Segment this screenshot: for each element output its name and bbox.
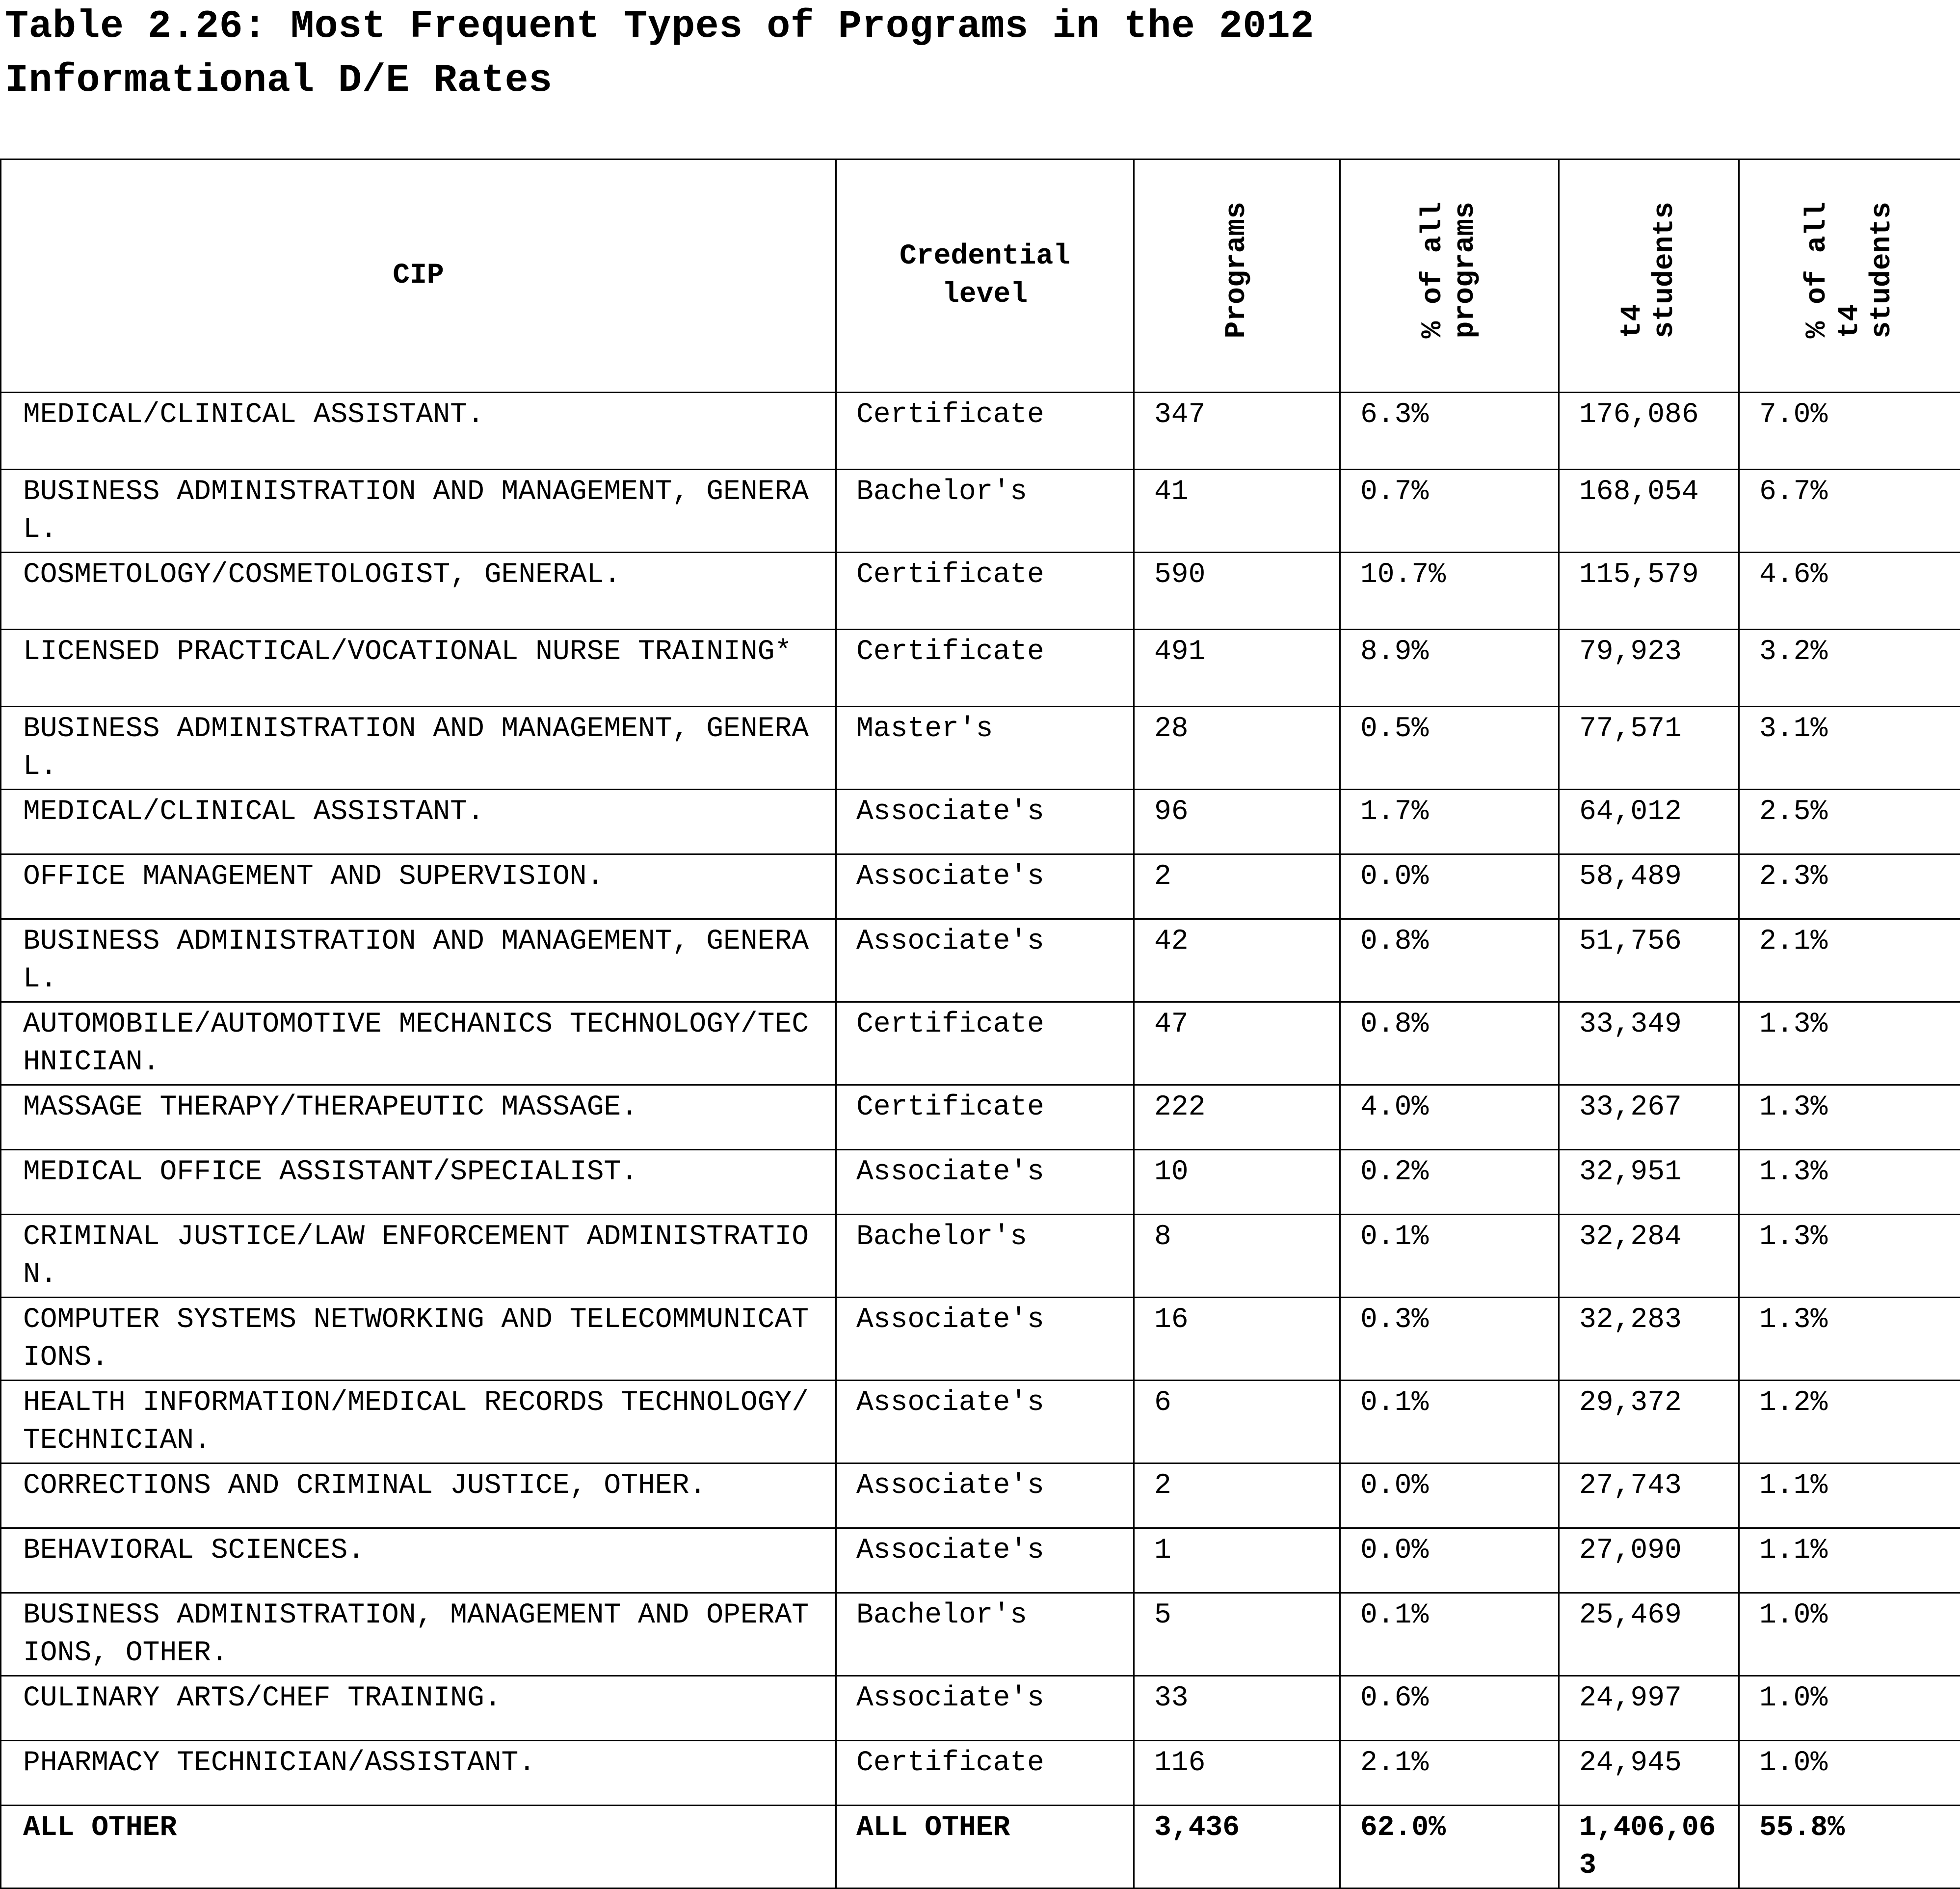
pct-programs-cell: 4.0% — [1340, 1085, 1559, 1150]
cip-cell: CULINARY ARTS/CHEF TRAINING. — [1, 1676, 836, 1741]
programs-cell: 28 — [1134, 707, 1340, 790]
pct-t4-cell: 1.3% — [1739, 1150, 1960, 1215]
programs-cell: 2 — [1134, 854, 1340, 919]
pct-t4-cell: 2.1% — [1739, 919, 1960, 1002]
pct-t4-cell: 1.1% — [1739, 1528, 1960, 1593]
pct-programs-cell: 0.2% — [1340, 1150, 1559, 1215]
programs-cell: 5 — [1134, 1593, 1340, 1676]
credential-cell: Associate's — [836, 790, 1134, 854]
t4-students-cell: 176,086 — [1559, 393, 1739, 470]
programs-cell: 33 — [1134, 1676, 1340, 1741]
credential-cell: Bachelor's — [836, 470, 1134, 553]
table-total-row — [1, 1806, 1960, 1889]
title-line-2: Informational D/E Rates — [5, 54, 1314, 108]
pct-programs-cell: 0.0% — [1340, 1528, 1559, 1593]
credential-cell: Associate's — [836, 854, 1134, 919]
table-title — [5, 0, 1314, 108]
pct-programs-cell: 1.7% — [1340, 790, 1559, 854]
total-credential-cell: ALL OTHER — [836, 1806, 1134, 1889]
pct-programs-cell: 0.7% — [1340, 470, 1559, 553]
t4-students-cell: 32,951 — [1559, 1150, 1739, 1215]
pct-t4-cell: 1.3% — [1739, 1215, 1960, 1298]
programs-cell: 47 — [1134, 1002, 1340, 1085]
credential-cell: Associate's — [836, 1528, 1134, 1593]
credential-cell: Associate's — [836, 919, 1134, 1002]
programs-cell: 96 — [1134, 790, 1340, 854]
pct-programs-cell: 0.1% — [1340, 1215, 1559, 1298]
pct-t4-cell: 3.1% — [1739, 707, 1960, 790]
programs-cell: 10 — [1134, 1150, 1340, 1215]
pct-t4-cell: 1.3% — [1739, 1298, 1960, 1381]
credential-cell: Associate's — [836, 1150, 1134, 1215]
cip-cell: COSMETOLOGY/COSMETOLOGIST, GENERAL. — [1, 553, 836, 630]
table-row — [1, 1085, 1960, 1150]
cip-cell: HEALTH INFORMATION/MEDICAL RECORDS TECHNOLOGY/TECHNICIAN. — [1, 1381, 836, 1463]
cip-cell: MEDICAL/CLINICAL ASSISTANT. — [1, 393, 836, 470]
credential-cell: Associate's — [836, 1676, 1134, 1741]
pct-t4-cell: 1.0% — [1739, 1676, 1960, 1741]
pct-programs-cell: 0.1% — [1340, 1381, 1559, 1463]
cip-cell: MEDICAL OFFICE ASSISTANT/SPECIALIST. — [1, 1150, 836, 1215]
header-pct-programs: % of all programs — [1340, 160, 1559, 393]
t4-students-cell: 33,349 — [1559, 1002, 1739, 1085]
table-header-row — [1, 160, 1960, 393]
programs-cell: 491 — [1134, 630, 1340, 707]
cip-cell: BUSINESS ADMINISTRATION, MANAGEMENT AND OPERATIONS, OTHER. — [1, 1593, 836, 1676]
table-row — [1, 1150, 1960, 1215]
credential-cell: Certificate — [836, 1085, 1134, 1150]
credential-cell: Certificate — [836, 1741, 1134, 1806]
table-row — [1, 470, 1960, 553]
cip-cell: MEDICAL/CLINICAL ASSISTANT. — [1, 790, 836, 854]
pct-t4-cell: 6.7% — [1739, 470, 1960, 553]
credential-cell: Certificate — [836, 1002, 1134, 1085]
pct-t4-cell: 2.3% — [1739, 854, 1960, 919]
t4-students-cell: 168,054 — [1559, 470, 1739, 553]
pct-programs-cell: 0.6% — [1340, 1676, 1559, 1741]
programs-cell: 8 — [1134, 1215, 1340, 1298]
t4-students-cell: 64,012 — [1559, 790, 1739, 854]
t4-students-cell: 29,372 — [1559, 1381, 1739, 1463]
pct-t4-cell: 3.2% — [1739, 630, 1960, 707]
programs-cell: 6 — [1134, 1381, 1340, 1463]
table-row — [1, 854, 1960, 919]
programs-cell: 2 — [1134, 1463, 1340, 1528]
total-programs-cell: 3,436 — [1134, 1806, 1340, 1889]
header-t4-students: t4 students — [1559, 160, 1739, 393]
title-line-1: Table 2.26: Most Frequent Types of Programs in the 2012 — [5, 0, 1314, 54]
header-credential-level: Credential level — [836, 160, 1134, 393]
pct-programs-cell: 0.8% — [1340, 1002, 1559, 1085]
total-t4-students-cell: 1,406,063 — [1559, 1806, 1739, 1889]
t4-students-cell: 77,571 — [1559, 707, 1739, 790]
pct-t4-cell: 1.3% — [1739, 1002, 1960, 1085]
t4-students-cell: 51,756 — [1559, 919, 1739, 1002]
table-row — [1, 1215, 1960, 1298]
table-row — [1, 1593, 1960, 1676]
table-row — [1, 1298, 1960, 1381]
credential-cell: Certificate — [836, 553, 1134, 630]
pct-t4-cell: 1.2% — [1739, 1381, 1960, 1463]
t4-students-cell: 24,997 — [1559, 1676, 1739, 1741]
total-pct-t4-cell: 55.8% — [1739, 1806, 1960, 1889]
programs-cell: 347 — [1134, 393, 1340, 470]
programs-cell: 222 — [1134, 1085, 1340, 1150]
credential-cell: Associate's — [836, 1298, 1134, 1381]
pct-programs-cell: 0.0% — [1340, 1463, 1559, 1528]
credential-cell: Certificate — [836, 393, 1134, 470]
t4-students-cell: 33,267 — [1559, 1085, 1739, 1150]
t4-students-cell: 24,945 — [1559, 1741, 1739, 1806]
table-row — [1, 1381, 1960, 1463]
table-row — [1, 1463, 1960, 1528]
cip-cell: CORRECTIONS AND CRIMINAL JUSTICE, OTHER. — [1, 1463, 836, 1528]
table-row — [1, 707, 1960, 790]
t4-students-cell: 115,579 — [1559, 553, 1739, 630]
cip-cell: OFFICE MANAGEMENT AND SUPERVISION. — [1, 854, 836, 919]
credential-cell: Bachelor's — [836, 1215, 1134, 1298]
cip-cell: CRIMINAL JUSTICE/LAW ENFORCEMENT ADMINISTRATION. — [1, 1215, 836, 1298]
cip-cell: BUSINESS ADMINISTRATION AND MANAGEMENT, GENERAL. — [1, 707, 836, 790]
table-row — [1, 790, 1960, 854]
table-row — [1, 393, 1960, 470]
programs-cell: 16 — [1134, 1298, 1340, 1381]
table-row — [1, 553, 1960, 630]
pct-programs-cell: 0.3% — [1340, 1298, 1559, 1381]
header-pct-t4-students: % of all t4 students — [1739, 160, 1960, 393]
pct-t4-cell: 1.0% — [1739, 1741, 1960, 1806]
table-row — [1, 919, 1960, 1002]
t4-students-cell: 25,469 — [1559, 1593, 1739, 1676]
pct-t4-cell: 4.6% — [1739, 553, 1960, 630]
credential-cell: Master's — [836, 707, 1134, 790]
programs-cell: 116 — [1134, 1741, 1340, 1806]
t4-students-cell: 32,284 — [1559, 1215, 1739, 1298]
header-cip: CIP — [1, 160, 836, 393]
cip-cell: BEHAVIORAL SCIENCES. — [1, 1528, 836, 1593]
pct-programs-cell: 0.1% — [1340, 1593, 1559, 1676]
pct-t4-cell: 7.0% — [1739, 393, 1960, 470]
programs-cell: 41 — [1134, 470, 1340, 553]
pct-programs-cell: 0.0% — [1340, 854, 1559, 919]
t4-students-cell: 27,090 — [1559, 1528, 1739, 1593]
cip-cell: COMPUTER SYSTEMS NETWORKING AND TELECOMMUNICATIONS. — [1, 1298, 836, 1381]
cip-cell: MASSAGE THERAPY/THERAPEUTIC MASSAGE. — [1, 1085, 836, 1150]
pct-t4-cell: 2.5% — [1739, 790, 1960, 854]
t4-students-cell: 32,283 — [1559, 1298, 1739, 1381]
table-row — [1, 630, 1960, 707]
table-body — [1, 393, 1960, 1889]
credential-cell: Associate's — [836, 1381, 1134, 1463]
table-row — [1, 1002, 1960, 1085]
pct-programs-cell: 2.1% — [1340, 1741, 1559, 1806]
table-row — [1, 1528, 1960, 1593]
table-row — [1, 1676, 1960, 1741]
pct-t4-cell: 1.1% — [1739, 1463, 1960, 1528]
pct-programs-cell: 6.3% — [1340, 393, 1559, 470]
pct-programs-cell: 10.7% — [1340, 553, 1559, 630]
programs-cell: 1 — [1134, 1528, 1340, 1593]
credential-cell: Associate's — [836, 1463, 1134, 1528]
pct-t4-cell: 1.3% — [1739, 1085, 1960, 1150]
total-pct-programs-cell: 62.0% — [1340, 1806, 1559, 1889]
cip-cell: BUSINESS ADMINISTRATION AND MANAGEMENT, GENERAL. — [1, 919, 836, 1002]
programs-cell: 590 — [1134, 553, 1340, 630]
programs-table — [0, 159, 1960, 1889]
cip-cell: LICENSED PRACTICAL/VOCATIONAL NURSE TRAINING* — [1, 630, 836, 707]
pct-programs-cell: 8.9% — [1340, 630, 1559, 707]
credential-cell: Bachelor's — [836, 1593, 1134, 1676]
pct-programs-cell: 0.5% — [1340, 707, 1559, 790]
cip-cell: PHARMACY TECHNICIAN/ASSISTANT. — [1, 1741, 836, 1806]
t4-students-cell: 79,923 — [1559, 630, 1739, 707]
table-row — [1, 1741, 1960, 1806]
header-programs: Programs — [1134, 160, 1340, 393]
cip-cell: AUTOMOBILE/AUTOMOTIVE MECHANICS TECHNOLOGY/TECHNICIAN. — [1, 1002, 836, 1085]
credential-cell: Certificate — [836, 630, 1134, 707]
pct-t4-cell: 1.0% — [1739, 1593, 1960, 1676]
pct-programs-cell: 0.8% — [1340, 919, 1559, 1002]
t4-students-cell: 58,489 — [1559, 854, 1739, 919]
total-cip-cell: ALL OTHER — [1, 1806, 836, 1889]
cip-cell: BUSINESS ADMINISTRATION AND MANAGEMENT, GENERAL. — [1, 470, 836, 553]
t4-students-cell: 27,743 — [1559, 1463, 1739, 1528]
programs-cell: 42 — [1134, 919, 1340, 1002]
